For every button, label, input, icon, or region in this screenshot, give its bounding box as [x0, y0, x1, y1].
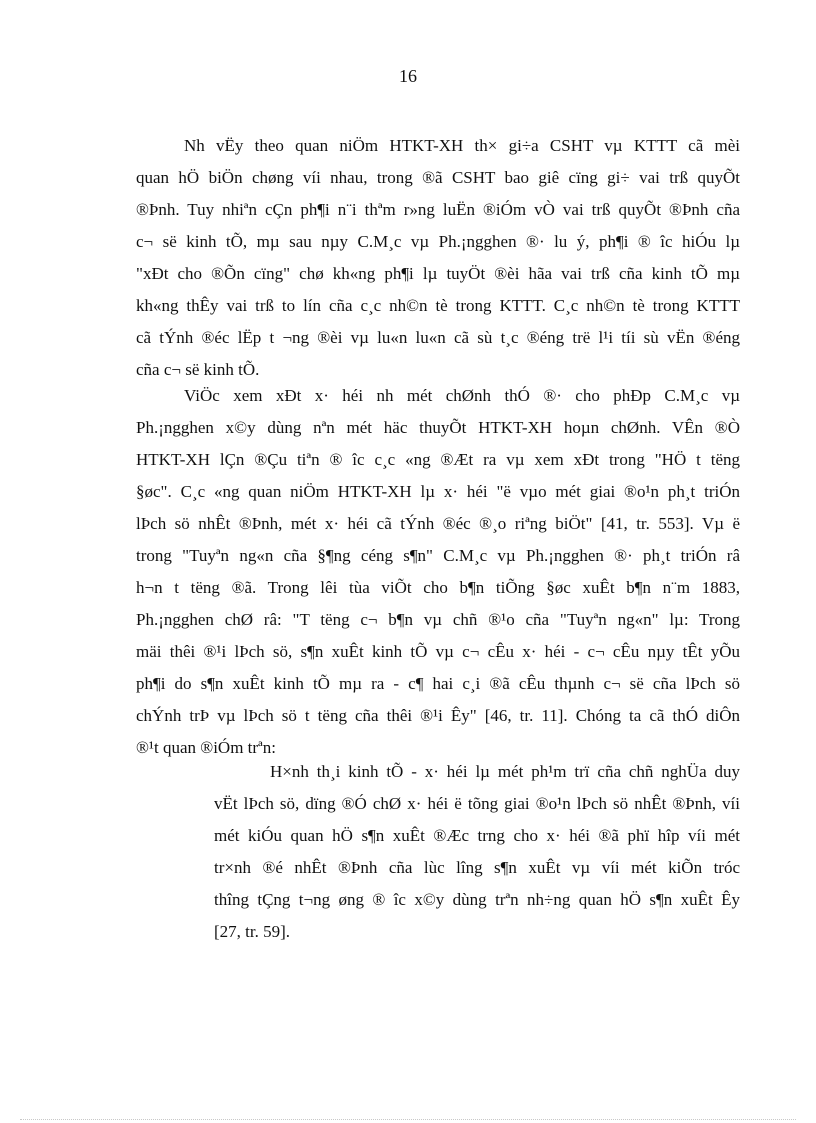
page-bottom-rule [20, 1119, 796, 1120]
paragraph-2-line: lÞch sö nhÊt ®Þnh, mét x· héi cã tÝnh ®éc ®¸o riªng biÖt" [41, tr. 553]. Vµ ë [136, 514, 740, 533]
paragraph-1 [136, 130, 740, 386]
block-quote-line: mét kiÓu quan hÖ s¶n xuÊt ®Æc trng cho x· héi ®ã phï hîp víi mét [214, 826, 740, 845]
paragraph-2-line: ph¶i do s¶n xuÊt kinh tÕ mµ ra - c¶ hai c¸i ®ã cÊu thµnh c¬ së cña lÞch sö [136, 674, 740, 693]
paragraph-2-line: Ph.¡ngghen x©y dùng nªn mét häc thuyÕt HTKT-XH hoµn chØnh. VÊn ®Ò [136, 418, 740, 437]
paragraph-2-line: §øc". C¸c «ng quan niÖm HTKT-XH lµ x· héi "ë vµo mét giai ®o¹n ph¸t triÓn [136, 482, 740, 501]
paragraph-2-line: ®¹t quan ®iÓm trªn: [136, 738, 276, 757]
paragraph-2-line: h¬n t tëng ®ã. Trong lêi tùa viÕt cho b¶n tiÕng §øc xuÊt b¶n n¨m 1883, [136, 578, 740, 597]
block-quote-line: vËt lÞch sö, dïng ®Ó chØ x· héi ë tõng giai ®o¹n lÞch sö nhÊt ®Þnh, víi [214, 794, 740, 813]
paragraph-1-line: quan hÖ biÖn chøng víi nhau, trong ®ã CSHT bao giê cïng gi÷ vai trß quyÕt [136, 168, 740, 187]
block-quote [214, 756, 740, 948]
paragraph-2-line: ViÖc xem xÐt x· héi nh mét chØnh thÓ ®· cho phÐp C.M¸c vµ [184, 386, 740, 405]
page-number: 16 [399, 66, 417, 86]
paragraph-2-line: Ph.¡ngghen chØ râ: "T tëng c¬ b¶n vµ chñ ®¹o cña "Tuyªn ng«n" lµ: Trong [136, 610, 740, 629]
paragraph-1-line: cã tÝnh ®éc lËp t ¬ng ®èi vµ lu«n lu«n cã sù t¸c ®éng trë l¹i tíi sù vËn ®éng [136, 328, 740, 347]
paragraph-2-line: HTKT-XH lÇn ®Çu tiªn ® îc c¸c «ng ®Æt ra vµ xem xÐt trong "HÖ t tëng [136, 450, 740, 469]
paragraph-2 [136, 380, 740, 764]
paragraph-1-line: c¬ së kinh tÕ, mµ sau nµy C.M¸c vµ Ph.¡ngghen ®· lu ý, ph¶i ® îc hiÓu lµ [136, 232, 740, 251]
paragraph-1-line: ®Þnh. Tuy nhiªn cÇn ph¶i n¨i thªm r»ng luËn ®iÓm vÒ vai trß quyÕt ®Þnh cña [136, 200, 740, 219]
paragraph-1-line: "xÐt cho ®Õn cïng" chø kh«ng ph¶i lµ tuyÖt ®èi hãa vai trß cña kinh tÕ mµ [136, 264, 740, 283]
block-quote-line: tr×nh ®é nhÊt ®Þnh cña lùc lîng s¶n xuÊt vµ víi mét kiÕn tróc [214, 858, 740, 877]
block-quote-line: thîng tÇng t¬ng øng ® îc x©y dùng trªn nh÷ng quan hÖ s¶n xuÊt Êy [214, 890, 740, 909]
paragraph-2-line: mäi thêi ®¹i lÞch sö, s¶n xuÊt kinh tÕ vµ c¬ cÊu x· héi - c¬ cÊu nµy tÊt yÕu [136, 642, 740, 661]
paragraph-2-line: trong "Tuyªn ng«n cña §¶ng céng s¶n" C.M¸c vµ Ph.¡ngghen ®· ph¸t triÓn râ [136, 546, 740, 565]
paragraph-1-line: Nh vËy theo quan niÖm HTKT-XH th× gi÷a CSHT vµ KTTT cã mèi [184, 136, 740, 155]
block-quote-line: H×nh th¸i kinh tÕ - x· héi lµ mét ph¹m trï cña chñ nghÜa duy [270, 762, 740, 781]
paragraph-1-line: cña c¬ së kinh tÕ. [136, 360, 260, 379]
paragraph-2-line: chÝnh trÞ vµ lÞch sö t tëng cña thêi ®¹i Êy" [46, tr. 11]. Chóng ta cã thÓ diÔn [136, 706, 740, 725]
block-quote-line: [27, tr. 59]. [214, 922, 291, 941]
paragraph-1-line: kh«ng thÊy vai trß to lín cña c¸c nh©n tè trong KTTT. C¸c nh©n tè trong KTTT [136, 296, 740, 315]
